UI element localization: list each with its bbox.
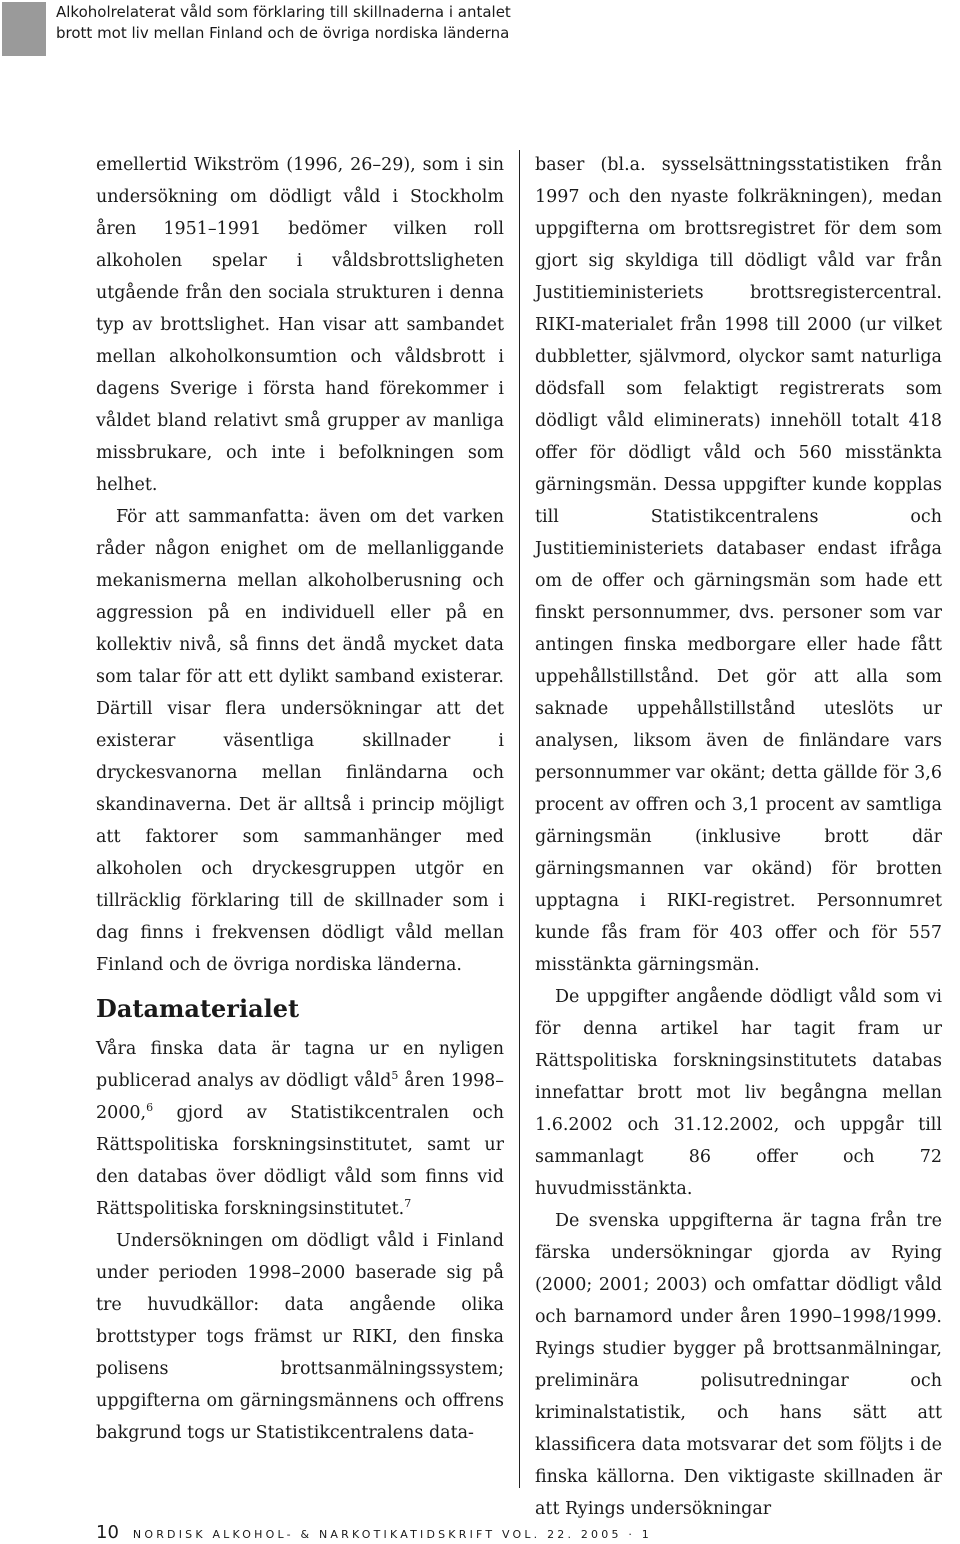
footnote-ref[interactable]: 5 xyxy=(391,1069,399,1083)
paragraph: baser (bl.a. sysselsättningsstatistiken från 1997 och den nyaste folkräkningen), medan uppgifterna om brottsregistret för dem som gjort sig skyldiga till dödligt våld var från Justitieministeriets brottsregistercentral. RIKI-materialet från 1998 till 2000 (ur vilket dubbletter, självmord, olyckor samt naturliga dödsfall som felaktigt registrerats som dödligt våld eliminerats) innehöll totalt 418 offer för dödligt våld och 560 misstänkta gärningsmän. Dessa uppgifter kunde kopplas till Statistikcentralens och Justitieministeriets databaser endast ifråga om de offer och gärningsmän som hade ett finskt personnummer, dvs. personer som var antingen finska medborgare eller hade fått uppehållstillstånd. Det gör att alla som saknade uppehållstillstånd uteslöts ur analysen, liksom även de finländare vars personnummer var okänt; detta gällde för 3,6 procent av offren och 3,1 procent av samtliga gärningsmän (inklusive brott där gärningsmannen var okänd) för brotten upptagna i RIKI-registret. Personnumret kunde fås fram för 403 offer och för 557 misstänkta gärningsmän. xyxy=(535,155,942,975)
column-divider xyxy=(519,150,520,1488)
paragraph: De uppgifter angående dödligt våld som vi för denna artikel har tagit fram ur Rättspolitiska forskningsinstitutets databas innefattar brott mot liv begångna mellan 1.6.2002 och 31.12.2002, och uppgår till sammanlagt 86 offer och 72 huvudmisstänkta. xyxy=(535,987,942,1199)
running-header-line-1: Alkoholrelaterat våld som förklaring till skillnaderna i antalet xyxy=(56,3,511,21)
journal-name: NORDISK ALKOHOL- & NARKOTIKATIDSKRIFT VOL. 22. 2005 · 1 xyxy=(132,1528,652,1541)
text-span: Våra finska data är tagna ur en nyligen publicerad analys av dödligt våld xyxy=(96,1039,504,1091)
text-span: åren 1998–2000, xyxy=(96,1071,504,1123)
paragraph: Undersökningen om dödligt våld i Finland under perioden 1998–2000 baserade sig på tre huvudkällor: data angående olika brottstyper togs främst ur RIKI, den finska polisens brottsanmälningssystem; uppgifterna om gärningsmännens och offrens bakgrund togs ur Statistikcentralens data- xyxy=(96,1231,504,1443)
paragraph: De svenska uppgifterna är tagna från tre färska undersökningar gjorda av Rying (2000; 2001; 2003) och omfattar dödligt våld och barnamord under åren 1990–1998/1999. Ryings studier bygger på brottsanmälningar, preliminära polisutredningar och kriminalstatistik, och hans sätt att klassificera data motsvarar det som följts i de finska källorna. Den viktigaste skillnaden är att Ryings undersökningar xyxy=(535,1211,942,1519)
header-color-block xyxy=(2,2,46,56)
text-span: gjord av Statistikcentralen och Rättspolitiska forskningsinstitutet, samt ur den databas över dödligt våld som finns vid Rättspolitiska forskningsinstitutet. xyxy=(96,1103,504,1219)
section-heading: Datamaterialet xyxy=(96,994,300,1023)
footnote-ref[interactable]: 7 xyxy=(404,1197,412,1211)
running-header-line-2: brott mot liv mellan Finland och de övriga nordiska länderna xyxy=(56,24,510,42)
running-header xyxy=(56,2,576,44)
page-number: 10 xyxy=(96,1522,119,1543)
left-column xyxy=(96,149,504,1449)
page-footer xyxy=(96,1522,652,1544)
paragraph: För att sammanfatta: även om det varken råder någon enighet om de mellanliggande mekanismerna mellan alkoholberusning och aggression på en individuell eller på en kollektiv nivå, så finns det ändå mycket data som talar för att ett dylikt samband existerar. Därtill visar flera undersökningar att det existerar väsentliga skillnader i dryckesvanorna mellan finländarna och skandinaverna. Det är alltså i princip möjligt att faktorer som sammanhänger med alkoholen och dryckesgruppen utgör en tillräcklig förklaring till de skillnader som i dag finns i frekvensen dödligt våld mellan Finland och de övriga nordiska länderna. xyxy=(96,507,504,975)
right-column xyxy=(535,149,942,1525)
paragraph xyxy=(96,1033,504,1225)
footnote-ref[interactable]: 6 xyxy=(146,1101,154,1115)
paragraph: emellertid Wikström (1996, 26–29), som i sin undersökning om dödligt våld i Stockholm åren 1951–1991 bedömer vilken roll alkoholen spelar i våldsbrottsligheten utgående från den sociala strukturen i denna typ av brottslighet. Han visar att sambandet mellan alkoholkonsumtion och våldsbrott i dagens Sverige i första hand förekommer i våldet bland relativt små grupper av manliga missbrukare, och inte i befolkningen som helhet. xyxy=(96,155,504,495)
